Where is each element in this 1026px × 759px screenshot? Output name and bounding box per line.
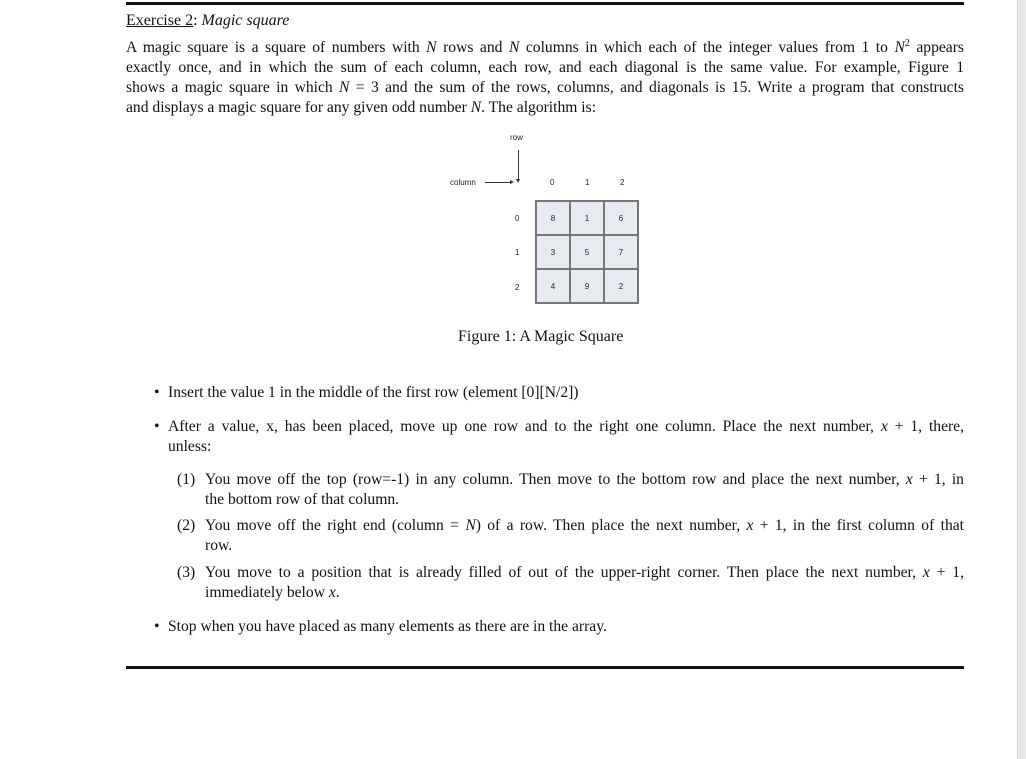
text-run: + 1, in the first column of that — [753, 517, 964, 534]
rule-2-line-2: row. — [205, 537, 233, 554]
grid-cell: 3 — [536, 235, 570, 269]
bullet-marker: • — [154, 418, 160, 435]
vertical-scrollbar[interactable] — [1017, 0, 1026, 759]
text-run: After a value, x, has been placed, move up one row and to the right one column. Place the next number, — [168, 418, 881, 435]
text-run: . The algorithm is: — [481, 99, 597, 117]
text-run: columns in which each of the integer values from 1 to — [519, 39, 895, 57]
text-run: . — [335, 584, 340, 601]
text-run: + 1, — [929, 564, 964, 581]
rule-1-line-2: the bottom row of that column. — [205, 491, 400, 508]
intro-line-1 — [126, 34, 964, 58]
heading-colon: : — [193, 12, 198, 29]
text-run: rows and — [436, 39, 509, 57]
grid-cell: 7 — [604, 235, 638, 269]
rule-1-number: (1) — [177, 471, 196, 488]
text-run: You move to a position that is already filled of out of the upper-right corner. Then place the next number, — [205, 564, 923, 581]
bullet-3-line: Stop when you have placed as many elements as there are in the array. — [168, 618, 607, 635]
bottom-rule — [126, 666, 964, 669]
text-run: immediately below — [205, 584, 329, 601]
row-header-1: 1 — [515, 248, 520, 257]
col-header-0: 0 — [550, 178, 555, 187]
rule-1-line-1 — [205, 470, 964, 490]
exercise-heading — [126, 11, 289, 31]
grid-cell: 5 — [570, 235, 604, 269]
row-header-2: 2 — [515, 283, 520, 292]
rule-1-text — [205, 470, 964, 510]
grid-cell: 2 — [604, 269, 638, 303]
math-n: N — [465, 517, 476, 534]
math-n: N — [339, 79, 350, 97]
intro-line-2: exactly once, and in which the sum of each column, each row, and each diagonal is the same value. For example, Figure 1 — [126, 59, 964, 77]
bullet-3-text — [168, 617, 964, 637]
math-n: N — [508, 39, 520, 57]
math-n: N — [426, 39, 437, 57]
text-run: + 1, there, — [887, 418, 965, 435]
grid-cell: 6 — [604, 201, 638, 235]
grid-cell: 4 — [536, 269, 570, 303]
row-axis-label: row — [510, 133, 523, 142]
text-run: A magic square is a square of numbers with — [126, 39, 427, 57]
rule-3-number: (3) — [177, 564, 196, 581]
rule-3-text — [205, 563, 964, 603]
math-n: N — [894, 39, 905, 57]
magic-square-grid — [535, 200, 639, 304]
intro-paragraph — [126, 34, 964, 118]
math-x: x — [746, 517, 754, 534]
text-run: + 1, in — [912, 471, 964, 488]
math-x: x — [905, 471, 913, 488]
row-header-0: 0 — [515, 214, 520, 223]
grid-cell: 1 — [570, 201, 604, 235]
intro-line-3 — [126, 78, 964, 98]
bullet-1-line: Insert the value 1 in the middle of the first row (element [0][N/2]) — [168, 384, 579, 401]
text-run: shows a magic square in which — [126, 79, 340, 97]
text-run: and displays a magic square for any given odd number — [126, 99, 471, 117]
bullet-marker: • — [154, 384, 160, 401]
text-run: ) of a row. Then place the next number, — [475, 517, 747, 534]
col-header-1: 1 — [585, 178, 590, 187]
superscript: 2 — [904, 38, 910, 49]
intro-line-4 — [126, 98, 964, 118]
text-run: You move off the top (row=-1) in any column. Then move to the bottom row and place the next number, — [205, 471, 906, 488]
top-rule — [126, 2, 964, 5]
column-arrow — [485, 182, 511, 183]
figure-caption: Figure 1: A Magic Square — [458, 328, 624, 345]
math-x: x — [922, 564, 930, 581]
grid-cell: 9 — [570, 269, 604, 303]
text-run: You move off the right end (column = — [205, 517, 466, 534]
exercise-label: Exercise 2 — [126, 12, 194, 29]
text-run: appears — [909, 39, 964, 57]
row-arrow — [518, 150, 519, 180]
column-axis-label: column — [450, 178, 476, 187]
rule-2-number: (2) — [177, 517, 196, 534]
bullet-2-line-2: unless: — [168, 438, 212, 455]
exercise-subtitle: Magic square — [201, 12, 290, 29]
rule-3-line-2 — [205, 583, 964, 603]
rule-2-text — [205, 516, 964, 556]
math-x: x — [328, 584, 336, 601]
grid-cell: 8 — [536, 201, 570, 235]
math-x: x — [880, 418, 888, 435]
math-n: N — [470, 99, 482, 117]
bullet-marker: • — [154, 618, 160, 635]
rule-2-line-1 — [205, 516, 964, 536]
col-header-2: 2 — [620, 178, 625, 187]
text-run: = 3 and the sum of the rows, columns, and diagonals is 15. Write a program that constructs — [349, 79, 964, 97]
rule-3-line-1 — [205, 563, 964, 583]
bullet-2-line-1 — [168, 417, 964, 437]
bullet-2-text — [168, 417, 964, 457]
bullet-1-text — [168, 383, 964, 403]
